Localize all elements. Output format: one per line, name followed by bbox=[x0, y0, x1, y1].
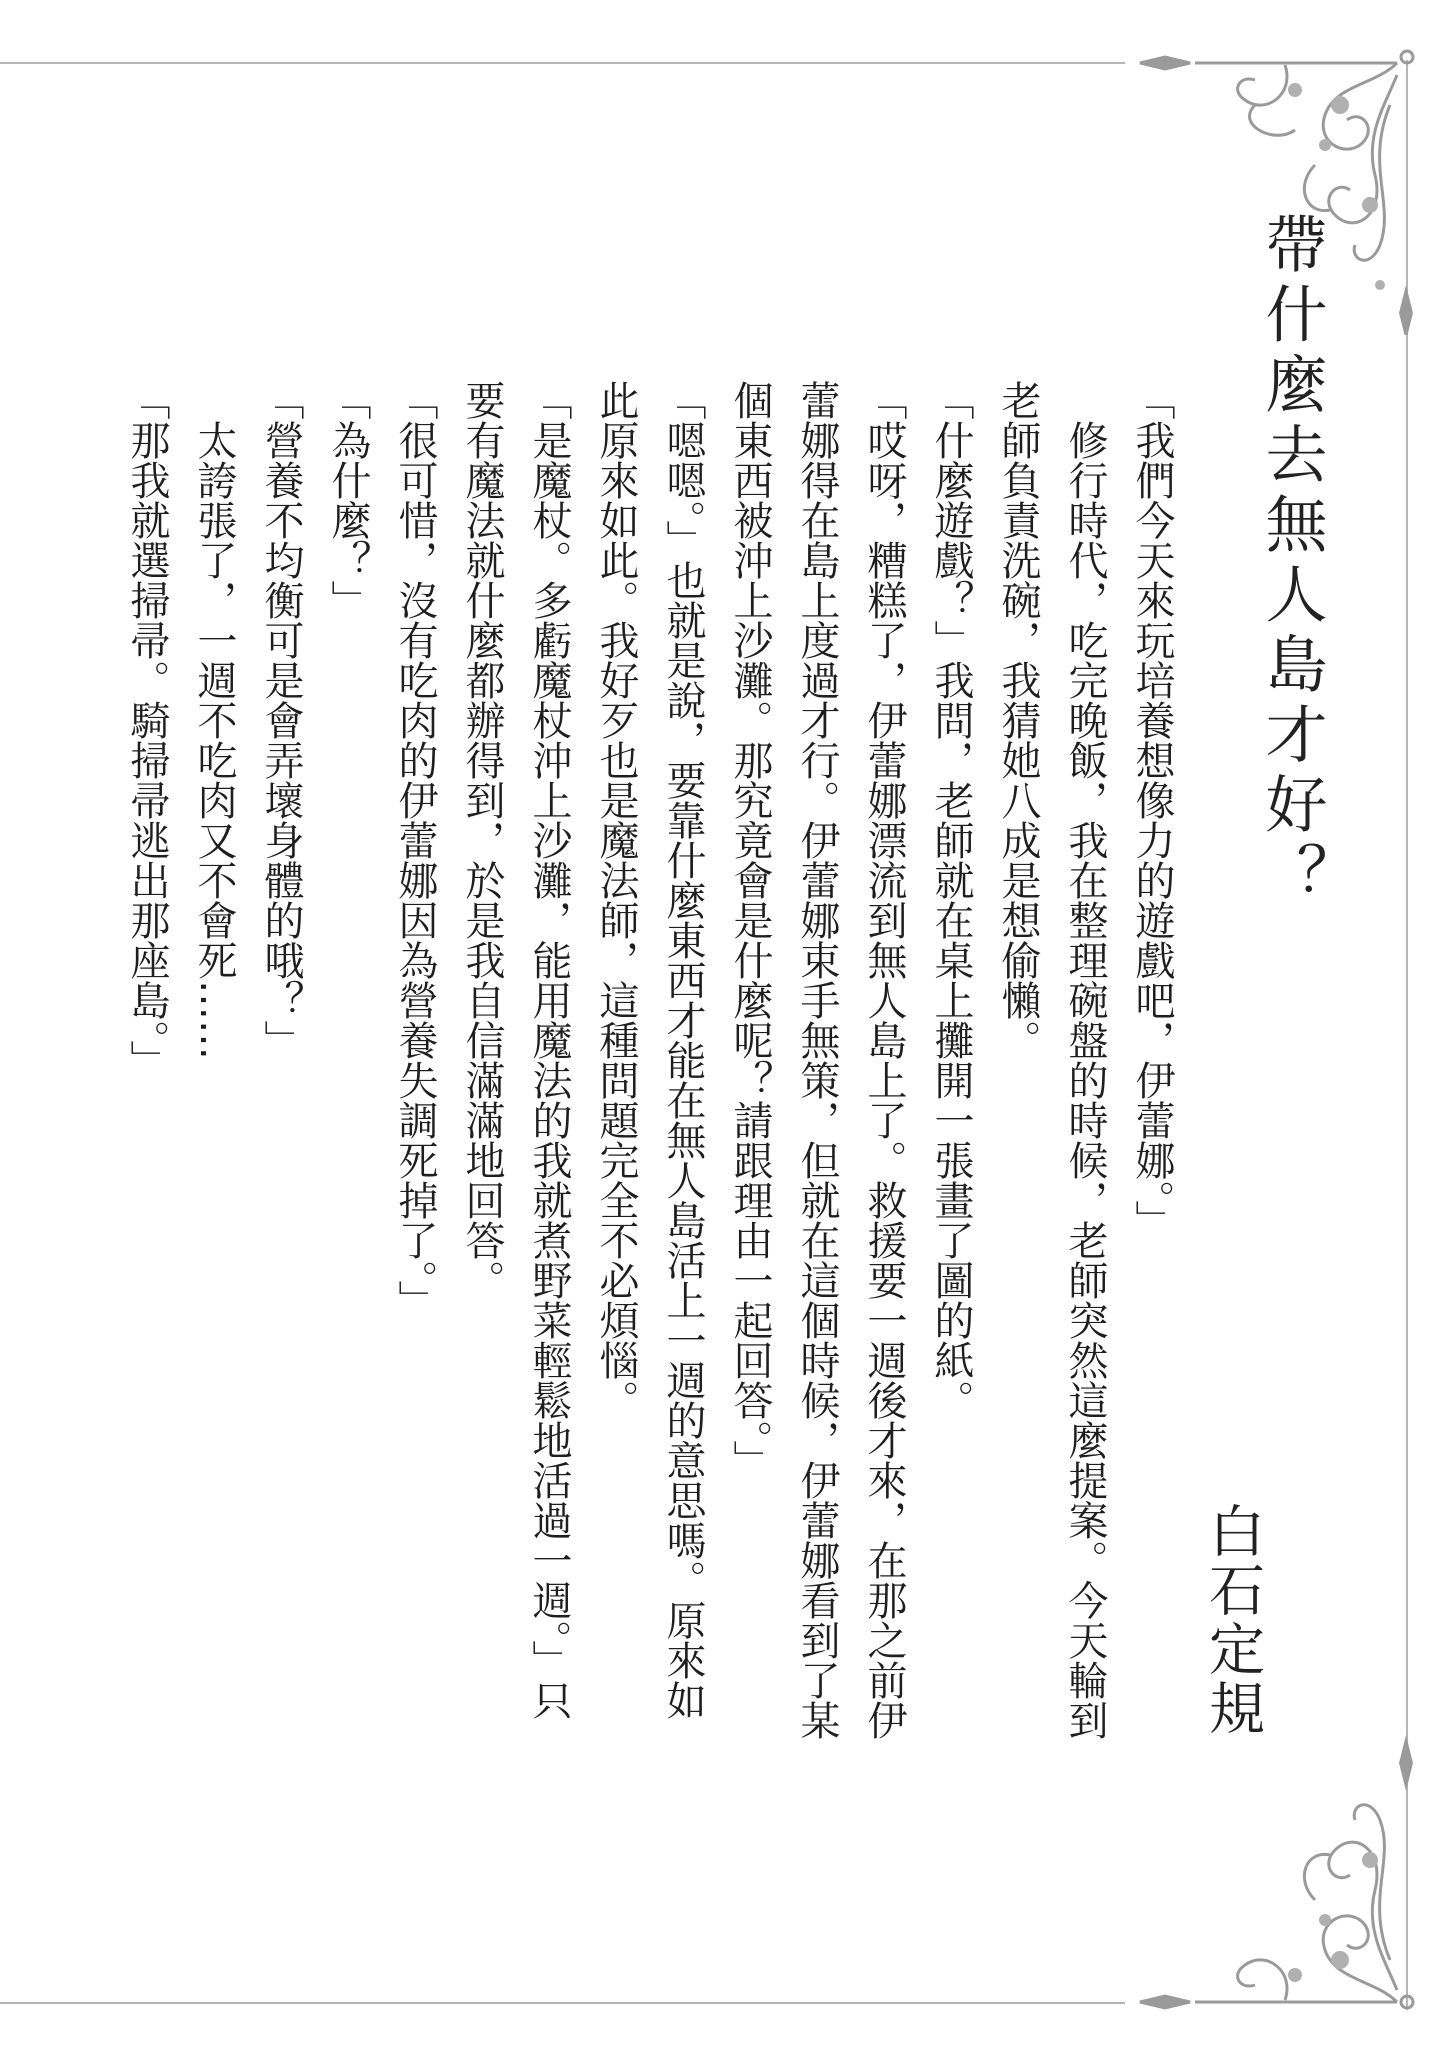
text-column: 「很可惜，沒有吃肉的伊蕾娜因為營養失調死掉了。」 bbox=[392, 380, 438, 1320]
text-column: 要有魔法就什麼都辦得到，於是我自信滿滿地回答。 bbox=[459, 380, 505, 1300]
text-column: 「那我就選掃帚。騎掃帚逃出那座島。」 bbox=[124, 380, 170, 1080]
text-column: 老師負責洗碗，我猜她八成是想偷懶。 bbox=[995, 380, 1041, 1060]
text-column: 此原來如此。我好歹也是魔法師，這種問題完全不必煩惱。 bbox=[593, 380, 639, 1420]
right-rule bbox=[1406, 60, 1408, 2010]
body-text bbox=[113, 380, 1185, 1750]
text-column: 「什麼遊戲？」我問，老師就在桌上攤開一張畫了圖的紙。 bbox=[928, 380, 974, 1420]
text-column: 「嗯嗯。」也就是說，要靠什麼東西才能在無人島活上一週的意思嗎。原來如 bbox=[660, 380, 706, 1720]
author-name: 白石定規 bbox=[1200, 1502, 1265, 1738]
text-column: 修行時代，吃完晚飯，我在整理碗盤的時候，老師突然這麼提案。今天輪到 bbox=[1062, 420, 1108, 1740]
text-column: 太誇張了，一週不吃肉又不會死…… bbox=[191, 420, 237, 1060]
text-column: 個東西被沖上沙灘。那究竟會是什麼呢？請跟理由一起回答。」 bbox=[727, 380, 773, 1480]
chapter-title: 帶什麼去無人島才好？ bbox=[1255, 212, 1328, 912]
bottom-corner-ornament-icon bbox=[1135, 1735, 1415, 2020]
bottom-rule bbox=[0, 2002, 1125, 2004]
text-column: 蕾娜得在島上度過才行。伊蕾娜束手無策，但就在這個時候，伊蕾娜看到了某 bbox=[794, 380, 840, 1740]
text-column: 「我們今天來玩培養想像力的遊戲吧，伊蕾娜。」 bbox=[1129, 380, 1175, 1240]
text-column: 「為什麼？」 bbox=[325, 380, 371, 620]
top-rule bbox=[0, 62, 1125, 64]
text-column: 「營養不均衡可是會弄壞身體的哦？」 bbox=[258, 380, 304, 1060]
text-column: 「是魔杖。多虧魔杖沖上沙灘，能用魔法的我就煮野菜輕鬆地活過一週。」只 bbox=[526, 380, 572, 1720]
text-column: 「哎呀，糟糕了，伊蕾娜漂流到無人島上了。救援要一週後才來，在那之前伊 bbox=[861, 380, 907, 1740]
